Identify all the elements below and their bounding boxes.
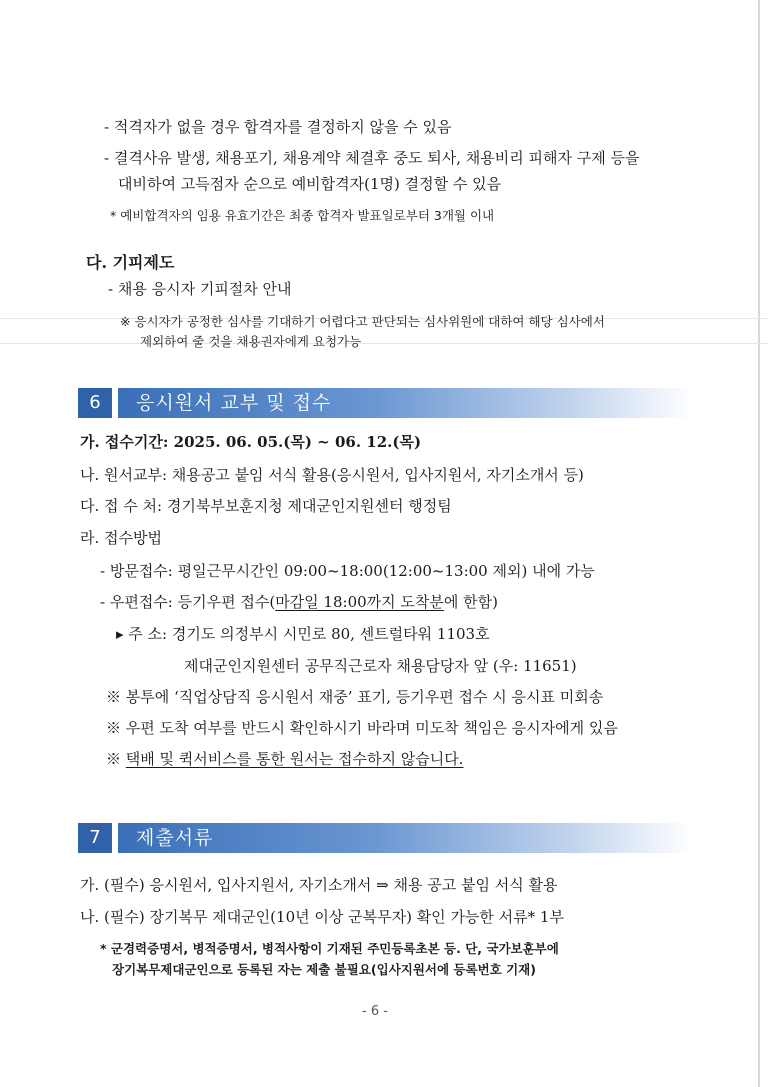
address-line: 제대군인지원센터 공무직근로자 채용담당자 앞 (우: 11651) [184,657,577,675]
note-text: 장기복무제대군인으로 등록된 자는 제출 불필요(입사지원서에 등록번호 기재) [112,962,536,977]
list-item: - 결격사유 발생, 채용포기, 채용계약 체결후 중도 퇴사, 채용비리 피해자 구제 등을 [104,149,640,167]
note-text: 제외하여 줄 것을 채용권자에게 요청가능 [140,334,362,349]
section-heading: 다. 기피제도 [86,253,175,272]
section-title: 제출서류 [136,827,214,849]
section-6-header [78,388,692,418]
note-text: * 군경력증명서, 병적증명서, 병적사항이 기재된 주민등록초본 등. 단, 국가보훈부에 [100,941,559,956]
list-item: - 채용 응시자 기피절차 안내 [108,280,292,298]
office-line: 다. 접 수 처: 경기북부보훈지청 제대군인지원센터 행정팀 [80,497,452,515]
mail-suffix: 에 한함) [443,593,498,611]
page-number: - 6 - [362,1004,388,1019]
note-text [106,749,463,769]
method-heading: 라. 접수방법 [80,529,162,547]
section-number: 7 [78,823,112,853]
visit-line: - 방문접수: 평일근무시간인 09:00~18:00(12:00~13:00 제외) 내에 가능 [100,562,595,580]
period-line: 가. 접수기간: 2025. 06. 05.(목) ~ 06. 12.(목) [80,433,422,451]
note-text: ※ 우편 도착 여부를 반드시 확인하시기 바라며 미도착 책임은 응시자에게 있음 [106,719,618,737]
section-number: 6 [78,388,112,418]
note-text: * 예비합격자의 임용 유효기간은 최종 합격자 발표일로부터 3개월 이내 [110,208,495,223]
note-mark: ※ [106,750,126,768]
list-item: 대비하여 고득점자 순으로 예비합격자(1명) 결정할 수 있음 [118,175,502,193]
mail-line [100,592,498,612]
note-text: ※ 봉투에 ‘직업상담직 응시원서 재중’ 표기, 등기우편 접수 시 응시표 미회송 [106,688,604,706]
address-line: ▸ 주 소: 경기도 의정부시 시민로 80, 센트럴타워 1103호 [116,625,490,643]
note-underlined: 택배 및 퀵서비스를 통한 원서는 접수하지 않습니다. [125,750,464,768]
list-item: - 적격자가 없을 경우 합격자를 결정하지 않을 수 있음 [104,118,452,136]
doc-line: 나. (필수) 장기복무 제대군인(10년 이상 군복무자) 확인 가능한 서류* 1부 [80,908,564,926]
scan-artifact-line [0,343,768,344]
doc-line: 가. (필수) 응시원서, 입사지원서, 자기소개서 ⇒ 채용 공고 붙임 서식 활용 [80,876,558,894]
mail-deadline: 마감일 18:00까지 도착분 [275,593,444,611]
distribution-line: 나. 원서교부: 채용공고 붙임 서식 활용(응시원서, 입사지원서, 자기소개서 등) [80,466,584,484]
section-title: 응시원서 교부 및 접수 [136,392,332,414]
mail-prefix: - 우편접수: 등기우편 접수( [100,593,276,611]
section-7-header [78,823,692,853]
note-text: ※ 응시자가 공정한 심사를 기대하기 어렵다고 판단되는 심사위원에 대하여 해당 심사에서 [120,314,605,329]
scan-edge-line [758,0,760,1087]
